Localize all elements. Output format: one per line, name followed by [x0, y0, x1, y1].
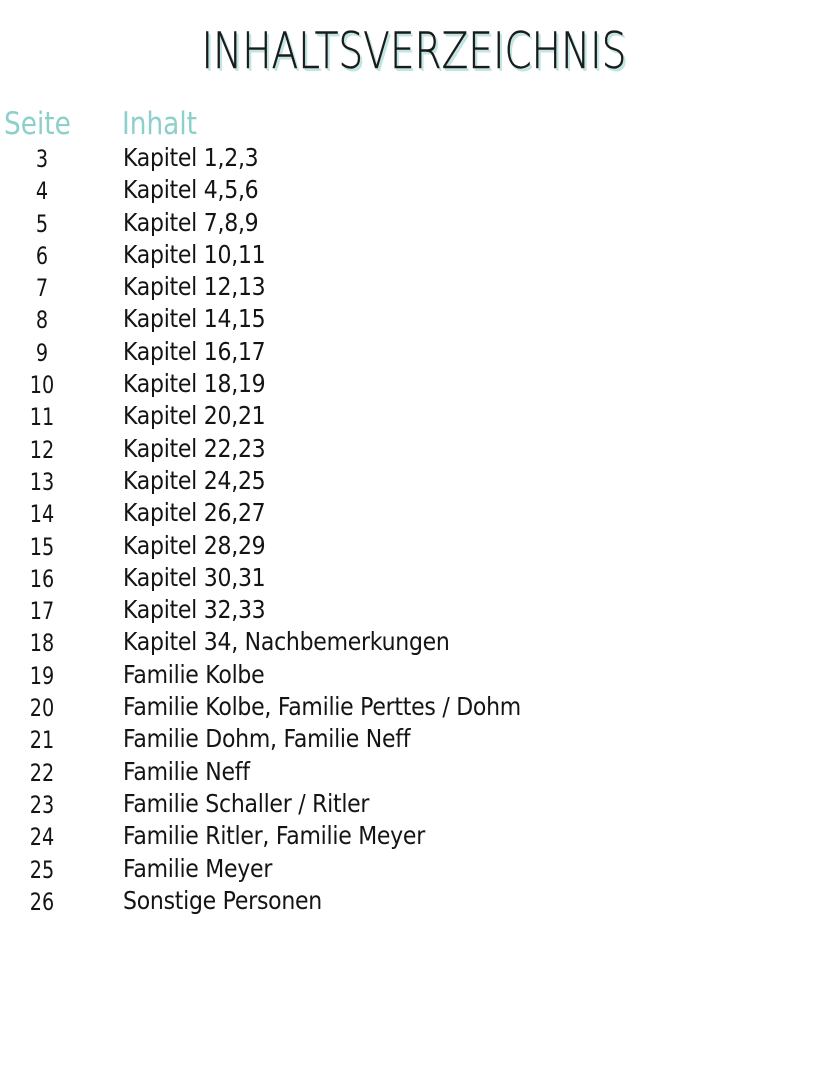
toc-row	[0, 563, 828, 595]
toc-page-number: 3	[35, 145, 49, 173]
toc-page-number: 13	[29, 467, 55, 496]
toc-entry-text: Kapitel 7,8,9	[123, 207, 259, 237]
toc-page-number: 4	[35, 177, 49, 206]
toc-page-number: 11	[29, 403, 55, 432]
toc-row	[0, 208, 828, 240]
toc-entry-text: Familie Dohm, Familie Neff	[123, 724, 411, 754]
toc-row	[0, 143, 828, 175]
toc-page-number: 23	[29, 790, 55, 819]
toc-row	[0, 434, 828, 466]
toc-row	[0, 627, 828, 659]
toc-entry-text: Kapitel 12,13	[123, 272, 266, 302]
toc-page-number: 8	[35, 306, 49, 335]
toc-row	[0, 821, 828, 853]
toc-page-number: 21	[29, 726, 55, 755]
toc-page-number: 24	[29, 823, 55, 852]
toc-page-number: 25	[29, 855, 55, 884]
toc-entry-text: Familie Kolbe	[123, 659, 265, 689]
toc-row	[0, 595, 828, 627]
toc-page-number: 20	[29, 694, 55, 723]
toc-entry-text: Kapitel 22,23	[123, 433, 266, 463]
toc-entry-text: Kapitel 10,11	[123, 239, 266, 269]
toc-entry-text: Familie Ritler, Familie Meyer	[123, 821, 425, 851]
toc-row	[0, 692, 828, 724]
toc-row	[0, 401, 828, 433]
toc-page-number: 26	[29, 887, 55, 916]
toc-page-number: 10	[29, 371, 55, 400]
toc-page-number: 19	[29, 661, 55, 690]
toc-page-number: 6	[35, 241, 49, 270]
toc-row	[0, 240, 828, 272]
toc-page-number: 22	[29, 758, 55, 787]
toc-row	[0, 304, 828, 336]
toc-page-number: 15	[29, 532, 55, 561]
toc-entry-text: Sonstige Personen	[123, 885, 322, 915]
toc-row	[0, 175, 828, 207]
toc-list	[0, 143, 828, 918]
toc-page-number: 18	[29, 629, 55, 658]
toc-page-number: 5	[35, 209, 49, 238]
toc-row	[0, 466, 828, 498]
toc-page-number: 7	[35, 274, 49, 303]
toc-entry-text: Kapitel 28,29	[123, 530, 266, 560]
toc-row	[0, 789, 828, 821]
toc-row	[0, 724, 828, 756]
toc-entry-text: Kapitel 18,19	[123, 369, 266, 399]
header-page-column: Seite	[4, 106, 71, 142]
toc-row	[0, 757, 828, 789]
toc-entry-text: Kapitel 24,25	[123, 465, 266, 495]
toc-page-number: 12	[29, 435, 55, 464]
toc-entry-text: Familie Neff	[123, 756, 250, 786]
toc-entry-text: Familie Kolbe, Familie Perttes / Dohm	[123, 692, 521, 722]
toc-entry-text: Kapitel 14,15	[123, 304, 266, 334]
toc-page-number: 17	[29, 597, 55, 626]
toc-entry-text: Kapitel 26,27	[123, 498, 266, 528]
toc-row	[0, 660, 828, 692]
toc-row	[0, 854, 828, 886]
toc-entry-text: Kapitel 1,2,3	[123, 143, 259, 172]
toc-entry-text: Kapitel 20,21	[123, 401, 266, 431]
toc-page-number: 9	[35, 338, 49, 367]
table-header	[0, 106, 828, 146]
toc-entry-text: Kapitel 4,5,6	[123, 175, 259, 205]
toc-entry-text: Kapitel 16,17	[123, 336, 266, 366]
toc-page-number: 16	[29, 564, 55, 593]
toc-row	[0, 369, 828, 401]
toc-entry-text: Kapitel 34, Nachbemerkungen	[123, 627, 450, 657]
toc-row	[0, 498, 828, 530]
toc-entry-text: Kapitel 30,31	[123, 562, 266, 592]
toc-row	[0, 272, 828, 304]
toc-entry-text: Kapitel 32,33	[123, 595, 266, 625]
toc-entry-text: Familie Schaller / Ritler	[123, 788, 370, 818]
page-title: INHALTSVERZEICHNIS	[201, 22, 627, 80]
header-content-column: Inhalt	[122, 106, 197, 142]
toc-row	[0, 531, 828, 563]
toc-entry-text: Familie Meyer	[123, 853, 273, 883]
toc-row	[0, 886, 828, 918]
toc-page-number: 14	[29, 500, 55, 529]
toc-row	[0, 337, 828, 369]
